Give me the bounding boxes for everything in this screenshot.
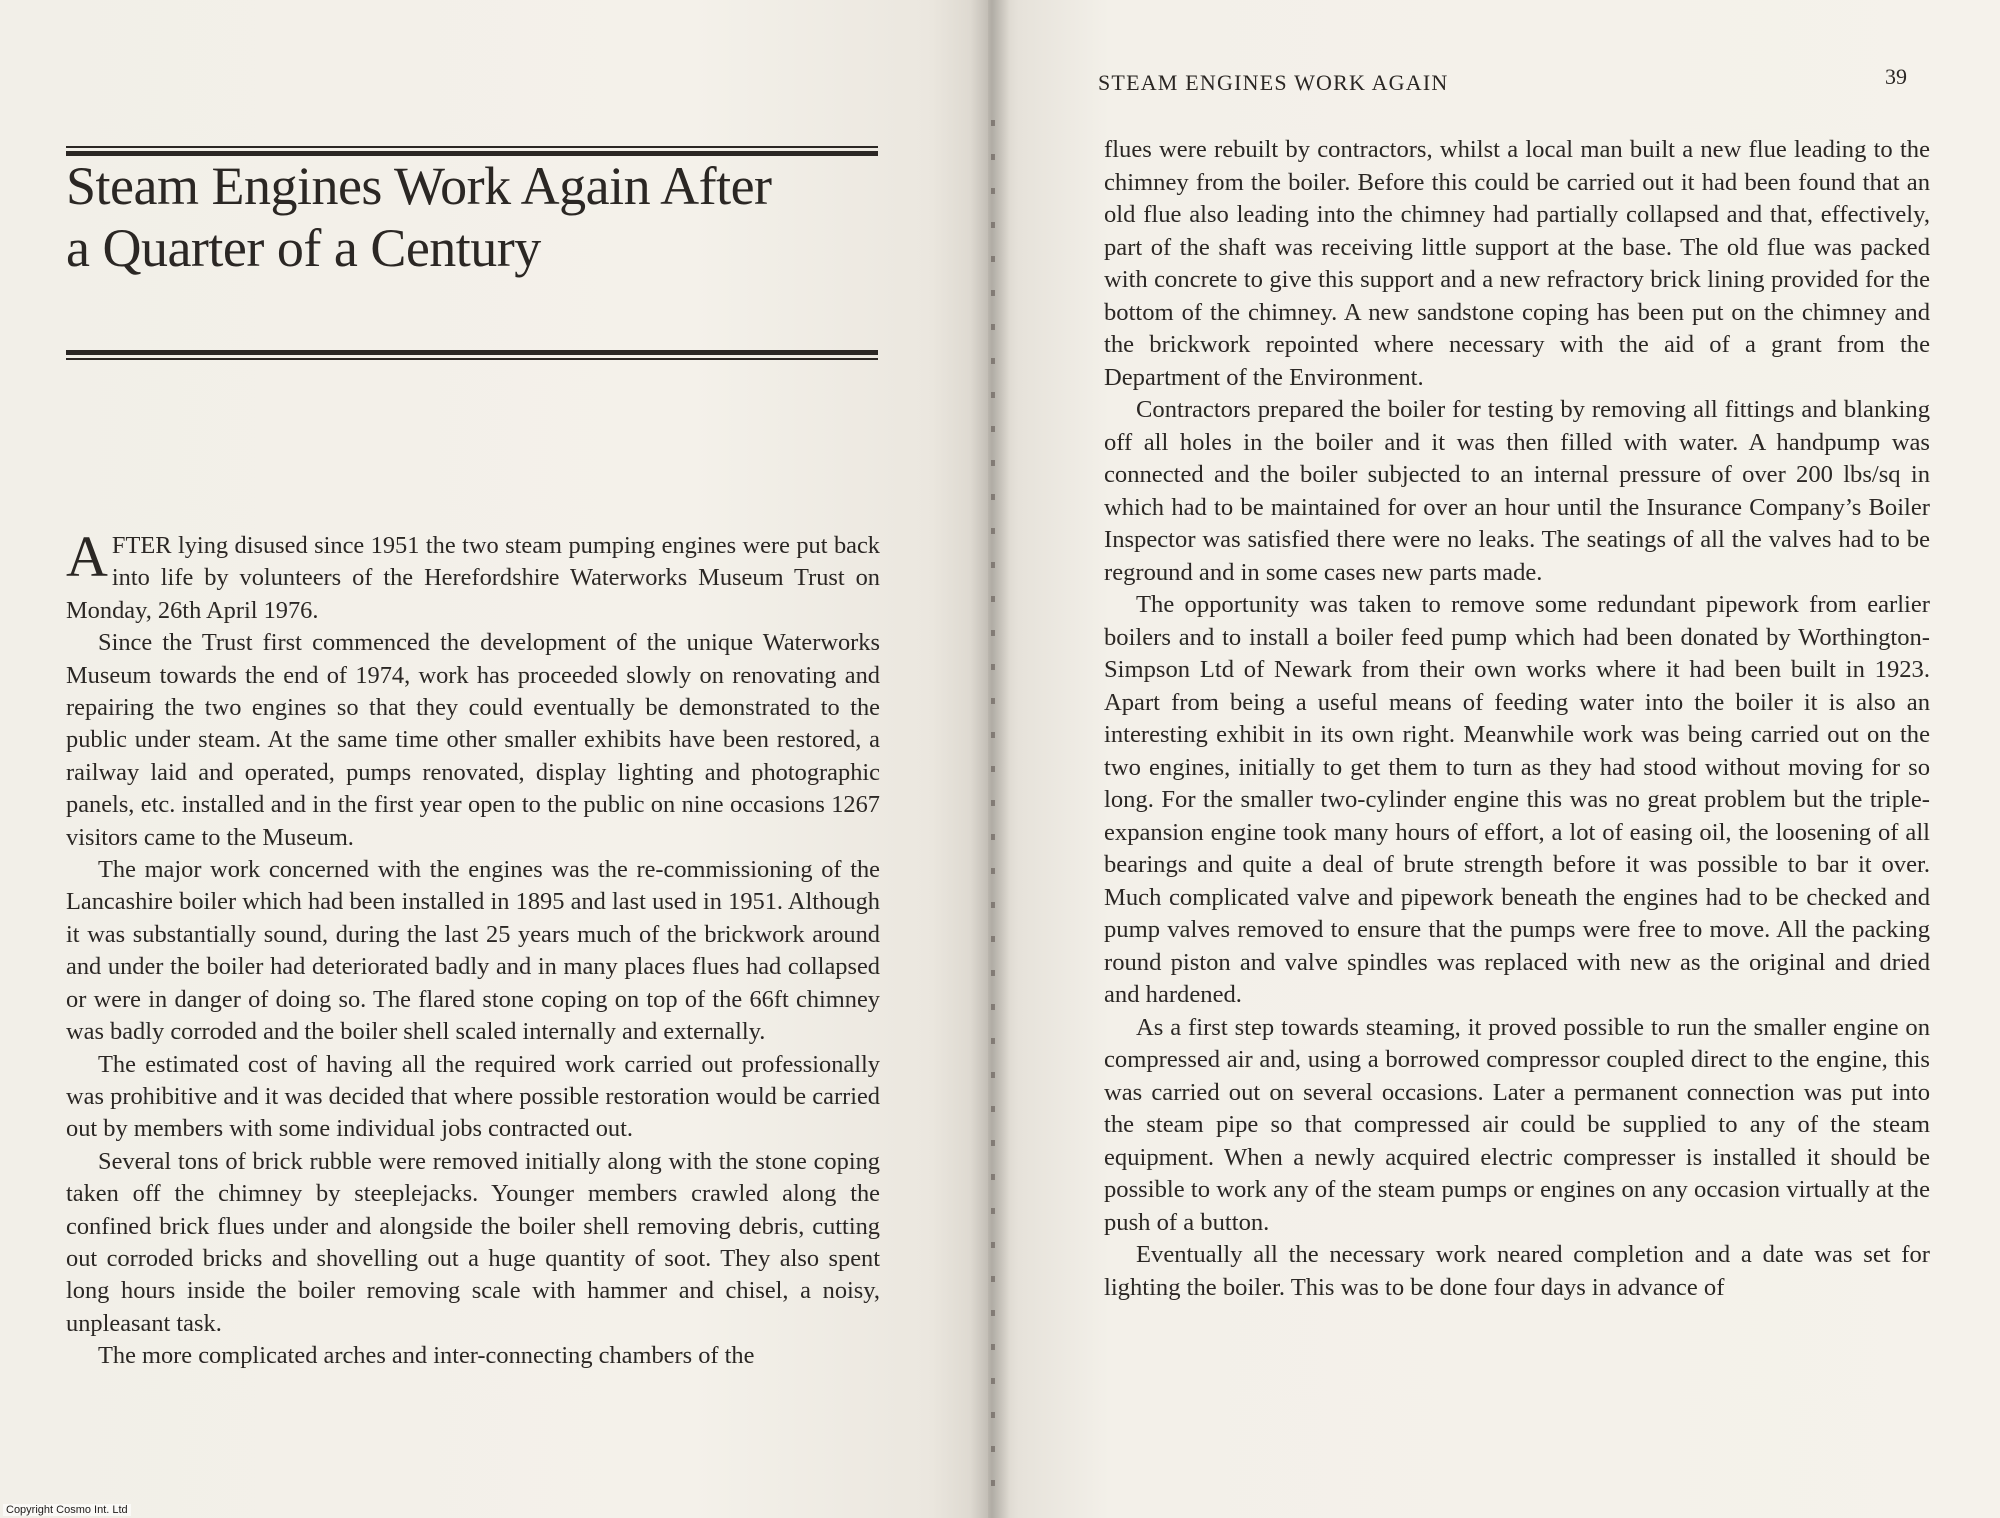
paragraph: The major work concerned with the engines was the re-commissioning of the Lancashire boiler which had been installed in 1895 and last used in 1951. Although it was substantially sound, during the last 25 years much of the brickwork around and under the boiler had deteriorated badly and in many places flues had collapsed or were in danger of doing so. The flared stone coping on top of the 66ft chimney was badly corroded and the boiler shell scaled internally and externally. [66,856,880,1046]
running-head: STEAM ENGINES WORK AGAIN [1098,70,1449,95]
left-column-text [66,524,880,1373]
right-column-text [1104,134,1930,1304]
left-page [0,0,988,1518]
paragraph: As a first step towards steaming, it proved possible to run the smaller engine on compressed air and, using a borrowed compressor coupled direct to the engine, this was carried out on several occasions. Later a permanent connection was put into the steam pipe so that compressed air could be supplied to any of the steam equipment. When a newly acquired electric compresser is installed it should be possible to work any of the steam pumps or engines on any occasion virtually at the push of a button. [1104,1013,1930,1236]
copyright-watermark: Copyright Cosmo Int. Ltd [3,1504,131,1516]
paragraph: AFTER lying disused since 1951 the two steam pumping engines were put back into life by volunteers of the Herefordshire Waterworks Museum Trust on Monday, 26th April 1976. [66,524,880,624]
title-rule-bottom [66,350,878,360]
paragraph: The more complicated arches and inter-connecting chambers of the [98,1342,755,1370]
paragraph: Since the Trust first commenced the development of the unique Waterworks Museum towards the end of 1974, work has proceeded slowly on renovating and repairing the two engines so that they could eventually be demonstrated to the public under steam. At the same time other smaller exhibits have been restored, a railway laid and operated, pumps renovated, display lighting and photographic panels, etc. installed and in the first year open to the public on nine occasions 1267 visitors came to the Museum. [66,629,880,851]
page-number: 39 [1885,64,1907,89]
right-page [988,0,2000,1518]
book-gutter [970,0,1010,1518]
paragraph: The opportunity was taken to remove some redundant pipework from earlier boilers and to install a boiler feed pump which had been donated by Worthington-Simpson Ltd of Newark from their own works where it had been built in 1923. Apart from being a useful means of feeding water into the boiler it is also an interesting exhibit in its own right. Meanwhile work was being carried out on the two engines, initially to get them to turn as they had stood without moving for so long. For the smaller two-cylinder engine this was no great problem but the triple-expansion engine took many hours of effort, a lot of easing oil, the loosening of all bearings and quite a deal of brute strength before it was possible to bar it over. Much complicated valve and pipework beneath the engines had to be checked and pump valves removed to ensure that the pumps were free to move. All the packing round piston and valve spindles was replaced with new as the original and dried and hardened. [1104,591,1930,1008]
paragraph: flues were rebuilt by contractors, whilst a local man built a new flue leading to the chimney from the boiler. Before this could be carried out it had been found that an old flue also leading into the chimney had partially collapsed and that, effectively, part of the shaft was receiving little support at the base. The old flue was packed with concrete to give this support and a new refractory brick lining provided for the bottom of the chimney. A new sandstone coping has been put on the chimney and the brickwork repointed where necessary with the aid of a grant from the Department of the Environment. [1104,136,1930,391]
binding-stitches [991,120,995,1500]
article-title [66,155,896,279]
title-line-1: Steam Engines Work Again After [66,156,772,216]
paragraph: Contractors prepared the boiler for testing by removing all fittings and blanking off all holes in the boiler and it was then filled with water. A handpump was connected and the boiler subjected to an internal pressure of over 200 lbs/sq in which had to be maintained for over an hour until the Insurance Company’s Boiler Inspector was satisfied there were no leaks. The seatings of all the valves had to be reground and in some cases new parts made. [1104,396,1930,586]
paragraph: Several tons of brick rubble were removed initially along with the stone coping taken off the chimney by steeplejacks. Younger members crawled along the confined brick flues under and alongside the boiler shell removing debris, cutting out corroded bricks and shovelling out a huge quantity of soot. They also spent long hours inside the boiler removing scale with hammer and chisel, a noisy, unpleasant task. [66,1147,880,1337]
title-line-2: a Quarter of a Century [66,218,541,278]
paragraph: The estimated cost of having all the required work carried out professionally was prohibitive and it was decided that where possible restoration would be carried out by members with some individual jobs contracted out. [66,1050,880,1143]
paragraph: Eventually all the necessary work neared completion and a date was set for lighting the boiler. This was to be done four days in advance of [1104,1241,1930,1301]
